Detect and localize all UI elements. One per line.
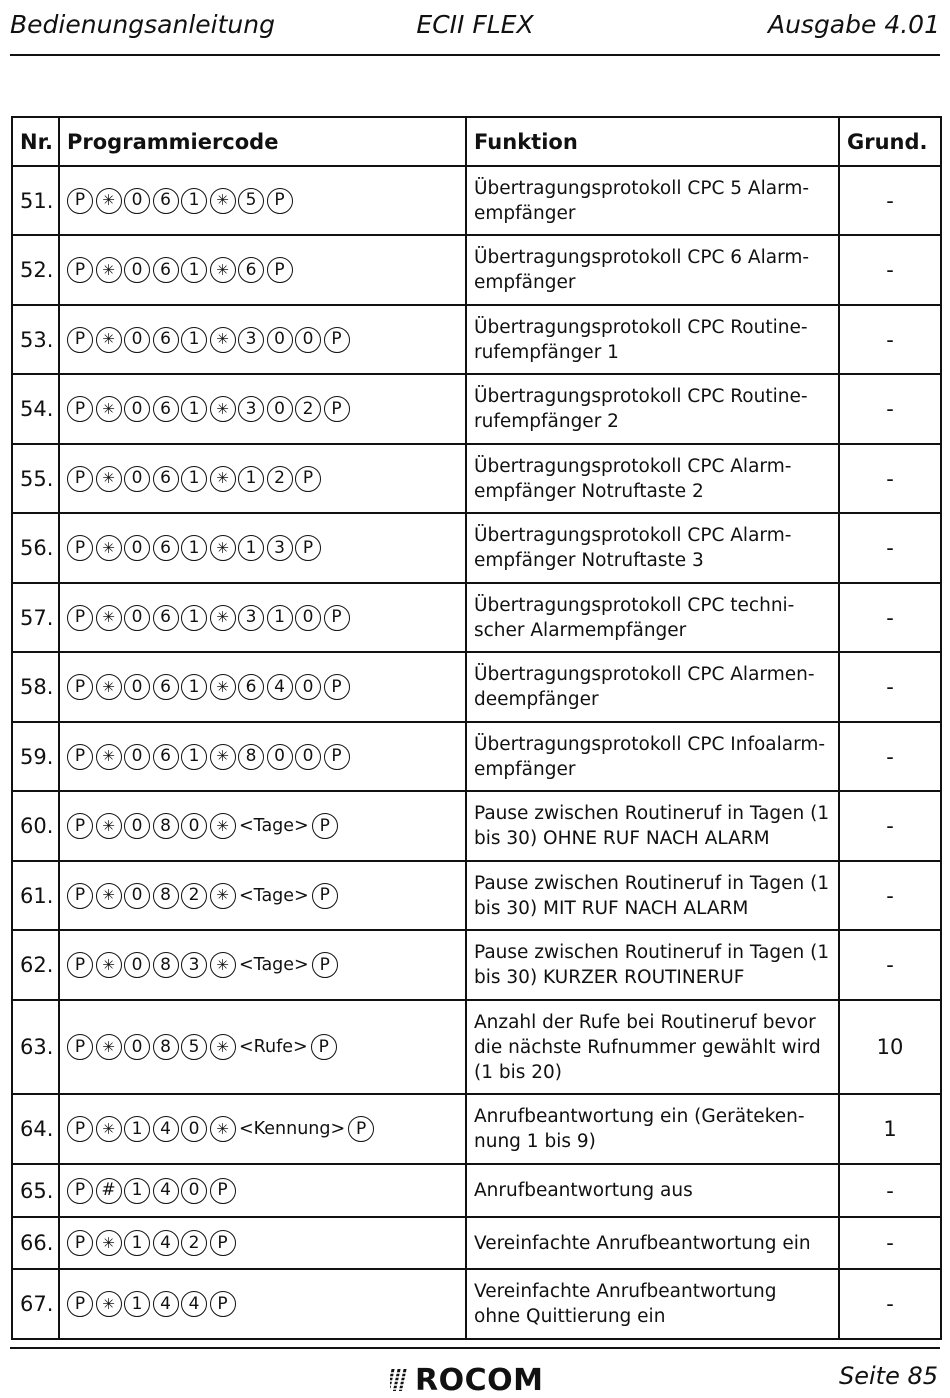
digit-key-icon: 6 bbox=[153, 327, 179, 353]
row-number: 57. bbox=[12, 583, 59, 652]
digit-key-icon: 0 bbox=[124, 327, 150, 353]
p-key-icon: P bbox=[67, 1291, 93, 1317]
p-key-icon: P bbox=[312, 813, 338, 839]
key-sequence bbox=[67, 674, 458, 700]
table-row bbox=[12, 305, 941, 374]
digit-key-icon: 0 bbox=[267, 744, 293, 770]
default-value: 10 bbox=[839, 1000, 941, 1094]
star-key-icon: ✳ bbox=[96, 605, 122, 631]
digit-key-icon: 1 bbox=[124, 1116, 150, 1142]
p-key-icon: P bbox=[67, 1178, 93, 1204]
function-description bbox=[466, 1094, 839, 1164]
default-value: - bbox=[839, 583, 941, 652]
function-description bbox=[466, 305, 839, 374]
function-line: Übertragungsprotokoll CPC 5 Alarm- bbox=[474, 177, 810, 199]
digit-key-icon: 6 bbox=[153, 466, 179, 492]
table-row bbox=[12, 1164, 941, 1217]
digit-key-icon: 1 bbox=[181, 674, 207, 700]
digit-key-icon: 8 bbox=[153, 1034, 179, 1060]
default-value: - bbox=[839, 1164, 941, 1217]
key-sequence bbox=[67, 952, 458, 978]
p-key-icon: P bbox=[295, 535, 321, 561]
digit-key-icon: 0 bbox=[124, 1034, 150, 1060]
digit-key-icon: 0 bbox=[181, 1178, 207, 1204]
function-description bbox=[466, 930, 839, 1000]
table-row bbox=[12, 930, 941, 1000]
programming-code-cell bbox=[59, 861, 466, 930]
parameter-placeholder: <Kennung> bbox=[239, 1119, 346, 1139]
digit-key-icon: 0 bbox=[124, 813, 150, 839]
function-description bbox=[466, 1269, 839, 1339]
star-key-icon: ✳ bbox=[96, 535, 122, 561]
default-value: - bbox=[839, 513, 941, 583]
parameter-placeholder: <Tage> bbox=[239, 955, 309, 975]
digit-key-icon: 0 bbox=[124, 535, 150, 561]
table-row bbox=[12, 1094, 941, 1164]
star-key-icon: ✳ bbox=[96, 396, 122, 422]
programming-code-cell bbox=[59, 791, 466, 861]
digit-key-icon: 1 bbox=[238, 535, 264, 561]
digit-key-icon: 0 bbox=[295, 327, 321, 353]
star-key-icon: ✳ bbox=[96, 1116, 122, 1142]
table-row bbox=[12, 722, 941, 791]
function-line: scher Alarmempfänger bbox=[474, 619, 687, 641]
function-description bbox=[466, 235, 839, 305]
function-line: rufempfänger 2 bbox=[474, 411, 619, 432]
key-sequence bbox=[67, 1034, 458, 1060]
digit-key-icon: 0 bbox=[124, 952, 150, 978]
row-number: 67. bbox=[12, 1269, 59, 1339]
digit-key-icon: 1 bbox=[181, 188, 207, 214]
rocom-logo bbox=[390, 1364, 543, 1396]
digit-key-icon: 6 bbox=[153, 396, 179, 422]
p-key-icon: P bbox=[312, 952, 338, 978]
default-value: - bbox=[839, 166, 941, 235]
table-row bbox=[12, 791, 941, 861]
star-key-icon: ✳ bbox=[210, 1034, 236, 1060]
key-sequence bbox=[67, 813, 458, 839]
function-line: Pause zwischen Routineruf in Tagen (1 bbox=[474, 872, 830, 894]
digit-key-icon: 0 bbox=[181, 1116, 207, 1142]
p-key-icon: P bbox=[311, 1034, 337, 1060]
p-key-icon: P bbox=[324, 605, 350, 631]
row-number: 59. bbox=[12, 722, 59, 791]
digit-key-icon: 6 bbox=[238, 257, 264, 283]
function-description bbox=[466, 444, 839, 513]
default-value: - bbox=[839, 374, 941, 444]
digit-key-icon: 1 bbox=[181, 396, 207, 422]
default-value: - bbox=[839, 722, 941, 791]
function-line: Pause zwischen Routineruf in Tagen (1 bbox=[474, 803, 830, 824]
default-value: - bbox=[839, 1269, 941, 1339]
p-key-icon: P bbox=[210, 1178, 236, 1204]
function-line: empfänger bbox=[474, 758, 576, 780]
key-sequence bbox=[67, 605, 458, 631]
function-description bbox=[466, 791, 839, 861]
key-sequence bbox=[67, 883, 458, 909]
function-line: Vereinfachte Anrufbeantwortung ein bbox=[474, 1232, 811, 1254]
digit-key-icon: 0 bbox=[124, 605, 150, 631]
function-line: ohne Quittierung ein bbox=[474, 1306, 666, 1327]
digit-key-icon: 0 bbox=[124, 257, 150, 283]
programming-code-cell bbox=[59, 1269, 466, 1339]
function-description bbox=[466, 861, 839, 930]
star-key-icon: ✳ bbox=[210, 257, 236, 283]
function-line: Übertragungsprotokoll CPC techni- bbox=[474, 594, 795, 616]
digit-key-icon: 0 bbox=[124, 466, 150, 492]
default-value: - bbox=[839, 791, 941, 861]
edition-label: Ausgabe 4.01 bbox=[767, 10, 940, 39]
star-key-icon: ✳ bbox=[210, 466, 236, 492]
programming-code-cell bbox=[59, 930, 466, 1000]
programming-code-cell bbox=[59, 1164, 466, 1217]
p-key-icon: P bbox=[67, 1116, 93, 1142]
star-key-icon: ✳ bbox=[210, 535, 236, 561]
row-number: 52. bbox=[12, 235, 59, 305]
p-key-icon: P bbox=[267, 257, 293, 283]
digit-key-icon: 0 bbox=[267, 327, 293, 353]
p-key-icon: P bbox=[324, 327, 350, 353]
col-header-nr: Nr. bbox=[12, 117, 59, 166]
digit-key-icon: 4 bbox=[153, 1116, 179, 1142]
digit-key-icon: 2 bbox=[181, 883, 207, 909]
function-line: Übertragungsprotokoll CPC Alarm- bbox=[474, 455, 792, 477]
p-key-icon: P bbox=[67, 744, 93, 770]
page-number: Seite 85 bbox=[838, 1362, 938, 1390]
digit-key-icon: 1 bbox=[181, 257, 207, 283]
function-description bbox=[466, 374, 839, 444]
programming-code-cell bbox=[59, 235, 466, 305]
programming-code-cell bbox=[59, 374, 466, 444]
table-row bbox=[12, 652, 941, 722]
digit-key-icon: 4 bbox=[153, 1291, 179, 1317]
function-line: Übertragungsprotokoll CPC Routine- bbox=[474, 316, 808, 338]
function-line: bis 30) KURZER ROUTINERUF bbox=[474, 967, 745, 988]
default-value: - bbox=[839, 1217, 941, 1269]
function-line: nung 1 bis 9) bbox=[474, 1131, 596, 1152]
star-key-icon: ✳ bbox=[96, 1230, 122, 1256]
digit-key-icon: 8 bbox=[153, 813, 179, 839]
row-number: 66. bbox=[12, 1217, 59, 1269]
function-line: die nächste Rufnummer gewählt wird bbox=[474, 1036, 821, 1058]
programming-code-cell bbox=[59, 305, 466, 374]
star-key-icon: ✳ bbox=[210, 188, 236, 214]
digit-key-icon: 4 bbox=[267, 674, 293, 700]
star-key-icon: ✳ bbox=[96, 327, 122, 353]
digit-key-icon: 0 bbox=[124, 396, 150, 422]
digit-key-icon: 6 bbox=[153, 535, 179, 561]
logo-wordmark: ROCOM bbox=[415, 1362, 544, 1398]
star-key-icon: ✳ bbox=[210, 952, 236, 978]
digit-key-icon: 8 bbox=[238, 744, 264, 770]
hash-key-icon: # bbox=[96, 1178, 122, 1204]
digit-key-icon: 0 bbox=[124, 744, 150, 770]
digit-key-icon: 6 bbox=[153, 188, 179, 214]
function-line: bis 30) OHNE RUF NACH ALARM bbox=[474, 828, 770, 849]
row-number: 58. bbox=[12, 652, 59, 722]
digit-key-icon: 2 bbox=[295, 396, 321, 422]
function-line: deempfänger bbox=[474, 689, 599, 710]
p-key-icon: P bbox=[267, 188, 293, 214]
digit-key-icon: 0 bbox=[267, 396, 293, 422]
row-number: 61. bbox=[12, 861, 59, 930]
parameter-placeholder: <Rufe> bbox=[239, 1037, 308, 1057]
default-value: - bbox=[839, 861, 941, 930]
p-key-icon: P bbox=[67, 396, 93, 422]
programming-code-cell bbox=[59, 722, 466, 791]
table-row bbox=[12, 374, 941, 444]
digit-key-icon: 0 bbox=[124, 674, 150, 700]
function-line: empfänger Notruftaste 3 bbox=[474, 550, 704, 571]
programming-code-cell bbox=[59, 583, 466, 652]
function-description bbox=[466, 1164, 839, 1217]
function-line: rufempfänger 1 bbox=[474, 341, 619, 363]
default-value: - bbox=[839, 235, 941, 305]
star-key-icon: ✳ bbox=[210, 813, 236, 839]
table-row bbox=[12, 444, 941, 513]
p-key-icon: P bbox=[324, 744, 350, 770]
row-number: 53. bbox=[12, 305, 59, 374]
digit-key-icon: 1 bbox=[238, 466, 264, 492]
digit-key-icon: 0 bbox=[181, 813, 207, 839]
digit-key-icon: 0 bbox=[295, 744, 321, 770]
function-line: Übertragungsprotokoll CPC Routine- bbox=[474, 386, 808, 407]
row-number: 63. bbox=[12, 1000, 59, 1094]
digit-key-icon: 4 bbox=[181, 1291, 207, 1317]
p-key-icon: P bbox=[210, 1291, 236, 1317]
programming-code-cell bbox=[59, 1094, 466, 1164]
digit-key-icon: 1 bbox=[181, 535, 207, 561]
digit-key-icon: 1 bbox=[181, 605, 207, 631]
key-sequence bbox=[67, 327, 458, 353]
p-key-icon: P bbox=[67, 257, 93, 283]
programming-code-cell bbox=[59, 1000, 466, 1094]
function-line: empfänger bbox=[474, 272, 576, 293]
p-key-icon: P bbox=[67, 813, 93, 839]
table-row bbox=[12, 861, 941, 930]
function-description bbox=[466, 652, 839, 722]
row-number: 60. bbox=[12, 791, 59, 861]
table-row bbox=[12, 166, 941, 235]
table-row bbox=[12, 1217, 941, 1269]
key-sequence bbox=[67, 744, 458, 770]
digit-key-icon: 6 bbox=[153, 257, 179, 283]
default-value: - bbox=[839, 444, 941, 513]
digit-key-icon: 1 bbox=[124, 1291, 150, 1317]
function-line: Übertragungsprotokoll CPC Alarm- bbox=[474, 525, 792, 546]
star-key-icon: ✳ bbox=[210, 674, 236, 700]
digit-key-icon: 2 bbox=[267, 466, 293, 492]
digit-key-icon: 6 bbox=[153, 744, 179, 770]
page-header bbox=[10, 6, 940, 46]
digit-key-icon: 6 bbox=[238, 674, 264, 700]
function-description bbox=[466, 1000, 839, 1094]
row-number: 54. bbox=[12, 374, 59, 444]
star-key-icon: ✳ bbox=[96, 1291, 122, 1317]
digit-key-icon: 4 bbox=[153, 1178, 179, 1204]
programming-code-cell bbox=[59, 652, 466, 722]
p-key-icon: P bbox=[324, 674, 350, 700]
rocom-logo-icon bbox=[390, 1367, 412, 1393]
default-value: - bbox=[839, 652, 941, 722]
digit-key-icon: 0 bbox=[295, 674, 321, 700]
function-line: bis 30) MIT RUF NACH ALARM bbox=[474, 897, 749, 919]
default-value: - bbox=[839, 930, 941, 1000]
digit-key-icon: 8 bbox=[153, 883, 179, 909]
digit-key-icon: 1 bbox=[267, 605, 293, 631]
row-number: 55. bbox=[12, 444, 59, 513]
function-line: Pause zwischen Routineruf in Tagen (1 bbox=[474, 942, 830, 963]
header-rule bbox=[10, 54, 940, 56]
key-sequence bbox=[67, 188, 458, 214]
programming-code-cell bbox=[59, 1217, 466, 1269]
star-key-icon: ✳ bbox=[96, 188, 122, 214]
row-number: 51. bbox=[12, 166, 59, 235]
p-key-icon: P bbox=[67, 1034, 93, 1060]
digit-key-icon: 0 bbox=[124, 883, 150, 909]
star-key-icon: ✳ bbox=[210, 396, 236, 422]
star-key-icon: ✳ bbox=[96, 257, 122, 283]
function-line: Übertragungsprotokoll CPC 6 Alarm- bbox=[474, 247, 810, 268]
digit-key-icon: 0 bbox=[124, 188, 150, 214]
star-key-icon: ✳ bbox=[96, 744, 122, 770]
star-key-icon: ✳ bbox=[96, 1034, 122, 1060]
star-key-icon: ✳ bbox=[96, 674, 122, 700]
table-row bbox=[12, 1000, 941, 1094]
digit-key-icon: 0 bbox=[295, 605, 321, 631]
function-line: (1 bis 20) bbox=[474, 1061, 563, 1083]
col-header-code: Programmiercode bbox=[59, 117, 466, 166]
p-key-icon: P bbox=[67, 674, 93, 700]
star-key-icon: ✳ bbox=[96, 813, 122, 839]
function-line: empfänger Notruftaste 2 bbox=[474, 480, 704, 502]
parameter-placeholder: <Tage> bbox=[239, 816, 309, 836]
digit-key-icon: 3 bbox=[238, 327, 264, 353]
function-line: Übertragungsprotokoll CPC Infoalarm- bbox=[474, 733, 826, 755]
p-key-icon: P bbox=[67, 605, 93, 631]
key-sequence bbox=[67, 1291, 458, 1317]
row-number: 64. bbox=[12, 1094, 59, 1164]
star-key-icon: ✳ bbox=[210, 1116, 236, 1142]
col-header-function: Funktion bbox=[466, 117, 839, 166]
key-sequence bbox=[67, 1230, 458, 1256]
key-sequence bbox=[67, 1178, 458, 1204]
table-row bbox=[12, 1269, 941, 1339]
digit-key-icon: 8 bbox=[153, 952, 179, 978]
digit-key-icon: 5 bbox=[238, 188, 264, 214]
p-key-icon: P bbox=[67, 952, 93, 978]
key-sequence bbox=[67, 466, 458, 492]
programming-code-cell bbox=[59, 513, 466, 583]
star-key-icon: ✳ bbox=[210, 744, 236, 770]
digit-key-icon: 1 bbox=[124, 1178, 150, 1204]
row-number: 65. bbox=[12, 1164, 59, 1217]
digit-key-icon: 3 bbox=[238, 396, 264, 422]
product-name: ECII FLEX bbox=[416, 10, 534, 39]
table-row bbox=[12, 513, 941, 583]
function-description bbox=[466, 513, 839, 583]
digit-key-icon: 4 bbox=[153, 1230, 179, 1256]
p-key-icon: P bbox=[348, 1116, 374, 1142]
digit-key-icon: 6 bbox=[153, 674, 179, 700]
p-key-icon: P bbox=[312, 883, 338, 909]
default-value: - bbox=[839, 305, 941, 374]
function-line: Vereinfachte Anrufbeantwortung bbox=[474, 1281, 777, 1302]
function-line: Anrufbeantwortung aus bbox=[474, 1180, 693, 1201]
function-description bbox=[466, 583, 839, 652]
table-row bbox=[12, 583, 941, 652]
p-key-icon: P bbox=[210, 1230, 236, 1256]
footer-rule bbox=[10, 1347, 940, 1349]
digit-key-icon: 1 bbox=[181, 466, 207, 492]
function-description bbox=[466, 166, 839, 235]
digit-key-icon: 3 bbox=[181, 952, 207, 978]
table-header-row bbox=[12, 117, 941, 166]
star-key-icon: ✳ bbox=[96, 466, 122, 492]
p-key-icon: P bbox=[324, 396, 350, 422]
digit-key-icon: 3 bbox=[267, 535, 293, 561]
row-number: 62. bbox=[12, 930, 59, 1000]
function-line: Anrufbeantwortung ein (Geräteken- bbox=[474, 1106, 805, 1127]
programming-code-table bbox=[11, 116, 942, 1340]
p-key-icon: P bbox=[67, 327, 93, 353]
p-key-icon: P bbox=[67, 188, 93, 214]
col-header-default: Grund. bbox=[839, 117, 941, 166]
digit-key-icon: 1 bbox=[124, 1230, 150, 1256]
function-description bbox=[466, 722, 839, 791]
function-description bbox=[466, 1217, 839, 1269]
p-key-icon: P bbox=[295, 466, 321, 492]
key-sequence bbox=[67, 396, 458, 422]
manual-title: Bedienungsanleitung bbox=[10, 10, 275, 39]
function-line: empfänger bbox=[474, 202, 576, 224]
row-number: 56. bbox=[12, 513, 59, 583]
digit-key-icon: 6 bbox=[153, 605, 179, 631]
default-value: 1 bbox=[839, 1094, 941, 1164]
programming-code-cell bbox=[59, 166, 466, 235]
table-row bbox=[12, 235, 941, 305]
key-sequence bbox=[67, 1116, 458, 1142]
digit-key-icon: 3 bbox=[238, 605, 264, 631]
p-key-icon: P bbox=[67, 883, 93, 909]
key-sequence bbox=[67, 257, 458, 283]
digit-key-icon: 2 bbox=[181, 1230, 207, 1256]
function-line: Anzahl der Rufe bei Routineruf bevor bbox=[474, 1011, 816, 1033]
p-key-icon: P bbox=[67, 535, 93, 561]
key-sequence bbox=[67, 535, 458, 561]
p-key-icon: P bbox=[67, 1230, 93, 1256]
star-key-icon: ✳ bbox=[210, 327, 236, 353]
digit-key-icon: 1 bbox=[181, 744, 207, 770]
function-line: Übertragungsprotokoll CPC Alarmen- bbox=[474, 664, 815, 685]
star-key-icon: ✳ bbox=[210, 605, 236, 631]
programming-code-cell bbox=[59, 444, 466, 513]
p-key-icon: P bbox=[67, 466, 93, 492]
star-key-icon: ✳ bbox=[96, 952, 122, 978]
parameter-placeholder: <Tage> bbox=[239, 885, 309, 906]
star-key-icon: ✳ bbox=[210, 883, 236, 909]
digit-key-icon: 1 bbox=[181, 327, 207, 353]
digit-key-icon: 5 bbox=[181, 1034, 207, 1060]
star-key-icon: ✳ bbox=[96, 883, 122, 909]
